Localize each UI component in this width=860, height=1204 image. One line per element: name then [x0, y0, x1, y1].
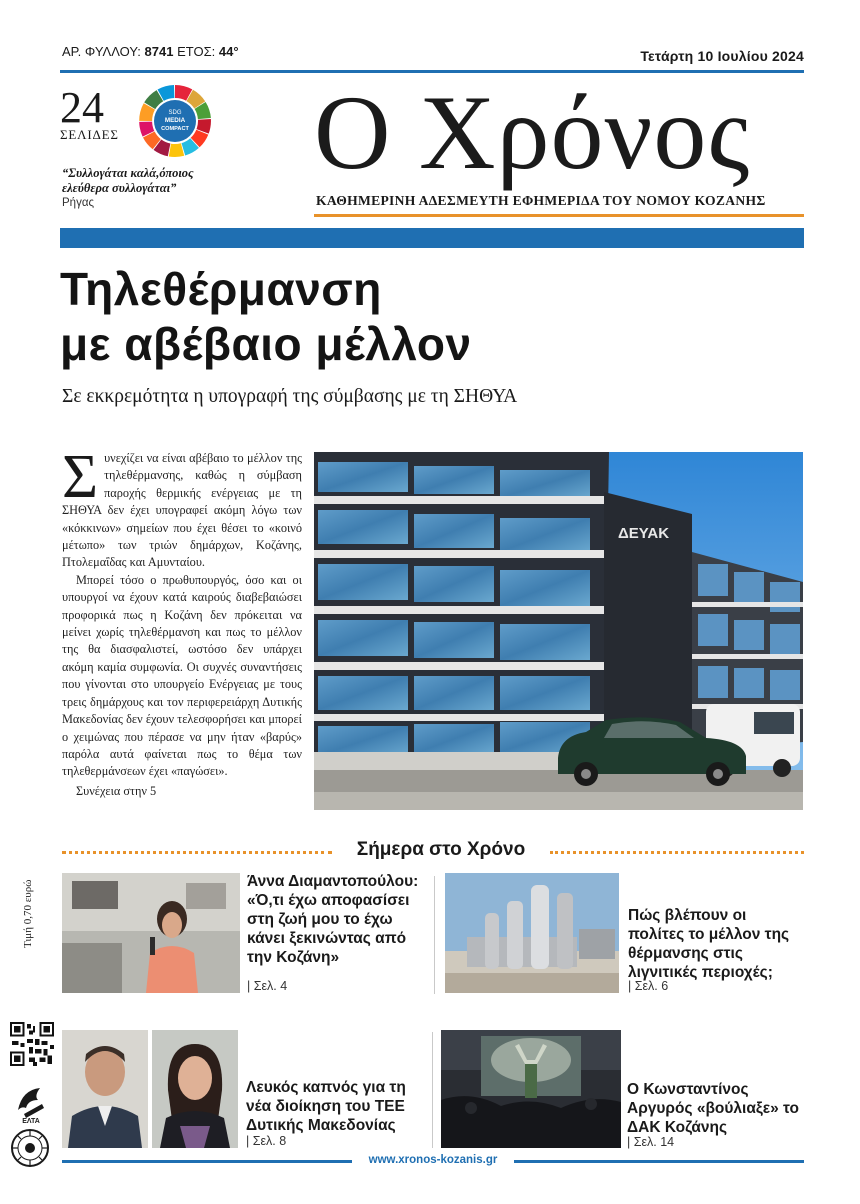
teaser-title[interactable]: Λευκός καπνός για τη νέα διοίκηση του ΤΕΕ Δυτικής Μακεδονίας — [246, 1079, 406, 1134]
sdg-media-compact-logo — [138, 84, 212, 158]
issue-number: 8741 — [144, 44, 174, 59]
footer-rule-left — [62, 1160, 352, 1163]
sdg-line3: COMPACT — [161, 126, 189, 132]
article-paragraph-2: Μπορεί τόσο ο πρωθυπουργός, όσο και οι υπουργοί να έχουν κατά καιρούς διαβεβαιώσει προφορικά πως η Κοζάνη δεν πρόκειται να μείνει χωρίς τηλεθέρμανση και πως το μέλλον της θα διασφαλιστεί, ωστόσο δεν υπάρχει ακόμη καμία συμφωνία. Οι συχνές συναντήσεις που γίνονται στο υπουργείο Ενέργειας με τους τρεις δημάρχους και τον περιφερειάρχη Δυτικής Μακεδονίας δεν έχουν τελεσφορήσει και μπορεί ο χειμώνας που πέρασε να μην ήταν «βαρύς» παρόλα αυτά φαίνεται πως το θέμα των τηλεθερμάνσεων έχει «παγώσει». — [62, 572, 302, 779]
sdg-line1: SDG — [168, 110, 182, 116]
building-photo — [314, 452, 803, 810]
price-label: Τιμή 0,70 ευρώ — [22, 879, 34, 948]
elta-label: ΕΛΤΑ — [22, 1118, 40, 1124]
article-paragraph-1 — [62, 443, 302, 572]
section-dots-right — [550, 851, 804, 854]
section-title-today: Σήμερα στο Χρόνο — [336, 839, 546, 861]
headline-line-1: Τηλεθέρμανση — [60, 263, 382, 315]
teaser-divider — [434, 876, 435, 994]
union-seal-icon — [10, 1128, 50, 1168]
teaser-photo-diamantopoulou — [62, 873, 240, 993]
teaser-page-ref[interactable]: | Σελ. 8 — [246, 1134, 287, 1148]
teaser-photo-power-plant — [445, 873, 619, 993]
teaser-title[interactable]: Άννα Διαμαντοπούλου: «Ό,τι έχω αποφασίσει στη ζωή μου το έχω κάνει ξεκινώντας από την Κοζάνη» — [247, 873, 419, 966]
teaser-page-ref[interactable]: | Σελ. 6 — [628, 979, 669, 993]
teaser-divider — [432, 1032, 433, 1148]
teaser-photo-concert — [441, 1030, 621, 1148]
qr-code-icon[interactable] — [10, 1022, 54, 1066]
masthead-quote: “Συλλογάται καλά,όποιος ελεύθερα συλλογάται” — [62, 166, 194, 195]
teaser-title[interactable]: Ο Κωνσταντίνος Αργυρός «βούλιαξε» το ΔΑΚ Κοζάνης — [627, 1081, 800, 1136]
section-dots-left — [62, 851, 332, 854]
elta-postal-icon — [14, 1084, 48, 1124]
tagline-rule — [314, 214, 804, 217]
footer-rule-right — [514, 1160, 804, 1163]
teaser-photo-woman — [152, 1030, 238, 1148]
quote-author: Ρήγας — [62, 197, 95, 209]
teaser-page-ref[interactable]: | Σελ. 4 — [247, 979, 288, 993]
building-sign: ΔΕΥΑΚ — [618, 525, 670, 542]
issue-info — [62, 44, 239, 59]
sdg-line2: MEDIA — [164, 117, 186, 124]
year-value: 44° — [218, 44, 239, 59]
lead-subheadline: Σε εκκρεμότητα η υπογραφή της σύμβασης με τη ΣΗΘΥΑ — [62, 386, 518, 407]
teaser-title[interactable]: Πώς βλέπουν οι πολίτες το μέλλον της θέρμανσης στις λιγνιτικές περιοχές; — [628, 907, 790, 981]
pages-label: ΣΕΛΙΔΕΣ — [60, 127, 119, 142]
top-rule — [60, 70, 804, 73]
lead-article — [62, 443, 302, 800]
issue-date: Τετάρτη 10 Ιουλίου 2024 — [640, 48, 804, 64]
headline-line-2: με αβέβαιο μέλλον — [60, 318, 472, 370]
year-label: ΕΤΟΣ: — [177, 44, 216, 59]
pages-count: 24 — [60, 83, 104, 132]
lead-headline — [60, 262, 800, 372]
issue-label: ΑΡ. ΦΥΛΛΟΥ: — [62, 44, 141, 59]
drop-cap: Σ — [62, 443, 99, 511]
teaser-photo-man — [62, 1030, 148, 1148]
website-link[interactable]: www.xronos-kozanis.gr — [368, 1154, 498, 1166]
header-band — [60, 228, 804, 248]
newspaper-tagline: ΚΑΘΗΜΕΡΙΝΗ ΑΔΕΣΜΕΥΤΗ ΕΦΗΜΕΡΙΔΑ ΤΟΥ ΝΟΜΟΥ ΚΟΖΑΝΗΣ — [316, 193, 766, 208]
teaser-page-ref[interactable]: | Σελ. 14 — [627, 1135, 675, 1149]
article-paragraph-1-text: υνεχίζει να είναι αβέβαιο το μέλλον της τηλεθέρμανσης, καθώς η σύμβαση παροχής θερμικής ενέργειας με τη ΣΗΘΥΑ δεν έχει υπογραφεί ακόμη λόγω των «κόκκινων» σημείων που έχει θέσει το «κοινό μέτωπο» των τριών δημάρχων, Κοζάνης, Πτολεμαΐδας και Αμυνταίου. — [62, 451, 302, 570]
newspaper-title: Ο Χρόνος — [314, 74, 751, 191]
continued-note: Συνέχεια στην 5 — [76, 783, 157, 798]
